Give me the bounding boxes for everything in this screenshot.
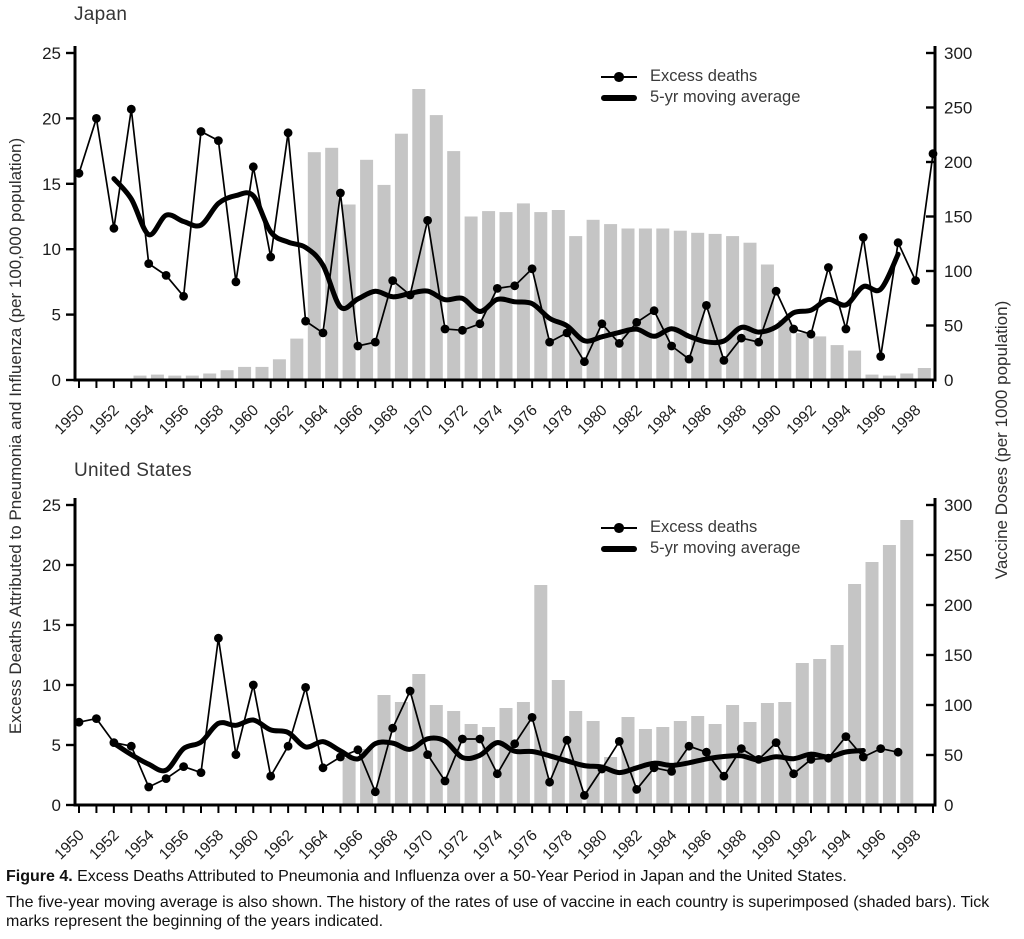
caption-line-1 — [6, 867, 1019, 887]
excess-point-1953 — [127, 742, 136, 751]
excess-point-1958 — [214, 136, 223, 145]
legend-row-moving-average — [601, 538, 800, 559]
excess-point-1968 — [388, 276, 397, 285]
excess-point-1956 — [179, 762, 188, 771]
excess-point-1971 — [441, 777, 450, 786]
excess-point-1962 — [284, 742, 293, 751]
excess-point-1994 — [842, 325, 851, 334]
year-label-1952: 1952 — [86, 401, 123, 439]
vaccine-bar-1992 — [813, 336, 826, 380]
year-label-1998: 1998 — [888, 401, 925, 439]
us-legend — [601, 517, 800, 559]
year-label-1962: 1962 — [260, 826, 297, 864]
vaccine-bar-1974 — [500, 212, 513, 380]
left-axis-value: 10 — [42, 240, 61, 260]
us-chart-title: United States — [74, 460, 192, 481]
excess-point-1999 — [929, 149, 938, 158]
excess-point-1959 — [232, 278, 241, 287]
year-label-1976: 1976 — [504, 826, 541, 864]
line-dot-marker-icon — [601, 521, 637, 535]
excess-point-1986 — [702, 748, 711, 757]
year-label-1978: 1978 — [539, 826, 576, 864]
excess-point-1985 — [685, 742, 694, 751]
excess-point-1964 — [319, 763, 328, 772]
excess-point-1967 — [371, 787, 380, 796]
excess-point-1995 — [859, 753, 868, 762]
excess-point-1996 — [876, 352, 885, 361]
excess-point-1961 — [266, 253, 275, 262]
left-axis-value: 25 — [42, 496, 61, 515]
vaccine-bar-1989 — [761, 265, 774, 381]
excess-point-1970 — [423, 750, 432, 759]
year-label-1956: 1956 — [156, 401, 193, 439]
excess-point-1998 — [911, 276, 920, 285]
excess-point-1988 — [737, 334, 746, 343]
year-label-1950: 1950 — [51, 401, 88, 439]
excess-point-1967 — [371, 338, 380, 347]
figure-caption — [6, 867, 1019, 932]
vaccine-bar-1996 — [883, 545, 896, 805]
vaccine-bar-1991 — [796, 333, 809, 380]
right-axis-value: 100 — [944, 262, 973, 281]
excess-point-1982 — [632, 318, 641, 327]
excess-point-1959 — [232, 750, 241, 759]
year-label-1986: 1986 — [678, 401, 716, 439]
vaccine-bar-1969 — [412, 89, 425, 380]
excess-point-1973 — [476, 319, 485, 328]
excess-point-1991 — [789, 325, 798, 334]
right-axis-value: 250 — [944, 546, 973, 565]
excess-point-1950 — [75, 718, 84, 727]
vaccine-bar-1980 — [604, 224, 617, 380]
year-label-1996: 1996 — [853, 401, 890, 439]
excess-point-1995 — [859, 233, 868, 242]
left-y-axis-label: Excess Deaths Attributed to Pneumonia and Influenza (per 100,000 population) — [6, 137, 25, 735]
line-dot-marker-icon — [601, 70, 637, 84]
vaccine-bar-1976 — [534, 585, 547, 805]
right-axis-value: 300 — [944, 496, 973, 515]
year-label-1958: 1958 — [190, 401, 228, 439]
year-label-1974: 1974 — [469, 401, 507, 439]
excess-point-1960 — [249, 681, 258, 690]
excess-point-1960 — [249, 162, 258, 171]
vaccine-bar-1984 — [674, 231, 687, 380]
excess-point-1962 — [284, 128, 293, 137]
year-label-1980: 1980 — [574, 401, 611, 439]
year-label-1976: 1976 — [504, 401, 541, 439]
vaccine-bar-1983 — [656, 229, 669, 381]
vaccine-bar-1986 — [709, 234, 722, 380]
year-label-1994: 1994 — [818, 826, 855, 864]
excess-point-1979 — [580, 357, 589, 366]
year-label-1994: 1994 — [818, 401, 855, 439]
excess-point-1963 — [301, 317, 310, 326]
year-label-1966: 1966 — [330, 826, 367, 864]
vaccine-bar-1977 — [552, 680, 565, 805]
vaccine-bar-1994 — [848, 584, 861, 805]
caption-figure-number: Figure 4. — [6, 868, 73, 885]
vaccine-bar-1968 — [395, 134, 408, 380]
legend-label-excess-deaths: Excess deaths — [650, 67, 758, 85]
excess-point-1965 — [336, 753, 345, 762]
vaccine-bar-1981 — [622, 229, 635, 381]
excess-point-1994 — [842, 732, 851, 741]
left-axis-value: 20 — [42, 109, 61, 129]
excess-point-1984 — [667, 342, 676, 351]
year-label-1954: 1954 — [121, 401, 158, 439]
legend-row-excess-deaths — [601, 517, 800, 538]
excess-point-1990 — [772, 287, 781, 296]
right-y-axis-label: Vaccine Doses (per 1000 population) — [992, 300, 1011, 580]
vaccine-bar-1962 — [290, 339, 303, 380]
vaccine-bar-1994 — [848, 351, 861, 380]
excess-point-1991 — [789, 769, 798, 778]
year-label-1966: 1966 — [330, 401, 367, 439]
excess-point-1966 — [354, 342, 363, 351]
excess-point-1973 — [476, 735, 485, 744]
excess-point-1955 — [162, 271, 171, 280]
year-label-1968: 1968 — [365, 401, 402, 439]
vaccine-bar-1963 — [308, 152, 321, 380]
year-label-1982: 1982 — [609, 401, 646, 439]
excess-point-1992 — [807, 330, 816, 339]
excess-point-1952 — [110, 224, 119, 233]
excess-point-1965 — [336, 189, 345, 198]
left-axis-value: 5 — [51, 736, 61, 755]
left-axis-value: 0 — [51, 371, 61, 390]
left-axis-value: 0 — [51, 796, 61, 815]
excess-point-1972 — [458, 735, 467, 744]
excess-point-1972 — [458, 326, 467, 335]
excess-point-1957 — [197, 127, 206, 136]
excess-point-1997 — [894, 748, 903, 757]
excess-point-1963 — [301, 683, 310, 692]
thick-line-marker-icon — [601, 542, 637, 556]
excess-point-1969 — [406, 291, 415, 300]
excess-point-1977 — [545, 338, 554, 347]
year-label-1968: 1968 — [365, 826, 402, 864]
japan-chart-title: Japan — [74, 4, 128, 25]
excess-point-1969 — [406, 687, 415, 696]
excess-point-1971 — [441, 325, 450, 334]
excess-point-1978 — [563, 329, 572, 338]
vaccine-bar-1982 — [639, 229, 652, 381]
excess-point-1951 — [92, 714, 101, 723]
excess-point-1982 — [632, 785, 641, 794]
vaccine-bar-1977 — [552, 210, 565, 380]
vaccine-bar-1993 — [831, 645, 844, 805]
year-label-1970: 1970 — [400, 401, 437, 439]
vaccine-bar-1995 — [866, 562, 879, 805]
excess-point-1976 — [528, 713, 537, 722]
right-axis-value: 300 — [944, 44, 973, 63]
vaccine-bar-1981 — [622, 717, 635, 805]
legend-label-excess-deaths: Excess deaths — [650, 518, 758, 536]
vaccine-bar-1997 — [900, 520, 913, 805]
year-label-1964: 1964 — [295, 826, 332, 864]
left-axis-value: 15 — [42, 174, 61, 194]
vaccine-bar-1960 — [256, 367, 269, 380]
left-axis-value: 25 — [42, 44, 61, 63]
excess-point-1978 — [563, 736, 572, 745]
caption-title: Excess Deaths Attributed to Pneumonia and Influenza over a 50-Year Period in Japan and the United States. — [72, 868, 847, 885]
excess-point-1981 — [615, 737, 624, 746]
legend-label-moving-average: 5-yr moving average — [650, 539, 801, 557]
excess-point-1964 — [319, 329, 328, 338]
vaccine-bar-1998 — [918, 368, 931, 380]
vaccine-bar-1992 — [813, 659, 826, 805]
left-axis-value: 5 — [51, 305, 61, 325]
excess-point-1975 — [510, 281, 519, 290]
vaccine-bar-1961 — [273, 359, 286, 380]
excess-point-1983 — [650, 763, 659, 772]
excess-point-1970 — [423, 216, 432, 225]
excess-point-1958 — [214, 634, 223, 643]
excess-point-1989 — [754, 338, 763, 347]
vaccine-bar-1993 — [831, 345, 844, 380]
excess-point-1985 — [685, 355, 694, 364]
vaccine-bar-1974 — [500, 708, 513, 805]
vaccine-bar-1975 — [517, 203, 530, 380]
right-axis-value: 100 — [944, 696, 973, 715]
excess-point-1951 — [92, 114, 101, 123]
year-label-1952: 1952 — [86, 826, 123, 864]
vaccine-bar-1967 — [378, 185, 391, 380]
year-label-1982: 1982 — [609, 826, 646, 864]
thick-line-marker-icon — [601, 91, 637, 105]
vaccine-bar-1979 — [587, 220, 600, 380]
vaccine-bar-1978 — [569, 711, 582, 805]
right-axis-value: 250 — [944, 98, 973, 118]
vaccine-bar-1971 — [447, 151, 460, 380]
excess-point-1953 — [127, 105, 136, 114]
year-label-1972: 1972 — [434, 826, 472, 864]
year-label-1986: 1986 — [678, 826, 716, 864]
excess-point-1993 — [824, 754, 833, 763]
excess-point-1984 — [667, 767, 676, 776]
year-label-1960: 1960 — [225, 401, 263, 439]
year-label-1984: 1984 — [644, 826, 681, 864]
left-axis-value: 10 — [42, 676, 61, 695]
right-axis-value: 200 — [944, 153, 973, 172]
year-label-1996: 1996 — [853, 826, 890, 864]
year-label-1960: 1960 — [225, 826, 263, 864]
year-label-1992: 1992 — [783, 826, 820, 864]
excess-point-1990 — [772, 738, 781, 747]
left-axis-value: 20 — [42, 556, 61, 575]
year-label-1972: 1972 — [434, 401, 472, 439]
excess-point-1954 — [144, 259, 153, 268]
vaccine-bar-1990 — [778, 702, 791, 805]
right-axis-value: 0 — [944, 371, 954, 390]
excess-point-1955 — [162, 774, 171, 783]
right-axis-value: 50 — [944, 746, 963, 765]
year-label-1984: 1984 — [644, 401, 681, 439]
year-label-1990: 1990 — [748, 401, 785, 439]
excess-point-1997 — [894, 238, 903, 247]
vaccine-bar-1989 — [761, 703, 774, 805]
united-states-chart — [42, 496, 972, 863]
year-label-1970: 1970 — [400, 826, 437, 864]
excess-point-1966 — [354, 745, 363, 754]
excess-point-1974 — [493, 769, 502, 778]
excess-point-1980 — [598, 765, 607, 774]
excess-point-1975 — [510, 739, 519, 748]
japan-legend — [601, 66, 800, 108]
year-label-1988: 1988 — [713, 401, 751, 439]
excess-point-1956 — [179, 292, 188, 301]
year-label-1962: 1962 — [260, 401, 297, 439]
excess-point-1974 — [493, 284, 502, 293]
excess-point-1987 — [720, 356, 729, 365]
excess-point-1979 — [580, 791, 589, 800]
year-label-1990: 1990 — [748, 826, 785, 864]
excess-point-1988 — [737, 744, 746, 753]
excess-point-1996 — [876, 744, 885, 753]
right-axis-value: 150 — [944, 646, 973, 665]
vaccine-bar-1988 — [744, 722, 757, 805]
vaccine-bar-1979 — [587, 721, 600, 805]
year-label-1992: 1992 — [783, 401, 820, 439]
vaccine-bar-1978 — [569, 236, 582, 380]
vaccine-bar-1980 — [604, 757, 617, 805]
year-label-1956: 1956 — [156, 826, 193, 864]
vaccine-bar-1967 — [378, 695, 391, 805]
excess-point-1950 — [75, 169, 84, 178]
excess-point-1976 — [528, 264, 537, 273]
excess-point-1961 — [266, 772, 275, 781]
vaccine-bar-1959 — [238, 367, 251, 380]
excess-point-1987 — [720, 772, 729, 781]
year-label-1964: 1964 — [295, 401, 332, 439]
excess-point-1986 — [702, 301, 711, 310]
excess-point-1954 — [144, 783, 153, 792]
caption-body: The five-year moving average is also shown. The history of the rates of use of vaccine in each country is superimposed (shaded bars). Tick marks represent the beginning of the years indicated. — [6, 893, 990, 930]
vaccine-bar-1976 — [534, 212, 547, 380]
year-label-1954: 1954 — [121, 826, 158, 864]
year-label-1958: 1958 — [190, 826, 228, 864]
excess-point-1993 — [824, 263, 833, 272]
excess-point-1981 — [615, 339, 624, 348]
year-label-1950: 1950 — [51, 826, 88, 864]
right-axis-value: 200 — [944, 596, 973, 615]
excess-point-1980 — [598, 319, 607, 328]
year-label-1980: 1980 — [574, 826, 611, 864]
right-axis-value: 150 — [944, 207, 973, 227]
legend-row-excess-deaths — [601, 66, 800, 87]
vaccine-bar-1965 — [343, 758, 356, 805]
right-axis-value: 0 — [944, 796, 954, 815]
excess-point-1952 — [110, 738, 119, 747]
japan-chart — [42, 44, 972, 438]
vaccine-bar-1988 — [744, 243, 757, 380]
legend-label-moving-average: 5-yr moving average — [650, 88, 801, 106]
excess-point-1957 — [197, 768, 206, 777]
vaccine-bar-1991 — [796, 663, 809, 805]
right-axis-value: 50 — [944, 316, 963, 336]
excess-point-1983 — [650, 306, 659, 315]
year-label-1974: 1974 — [469, 826, 507, 864]
year-label-1978: 1978 — [539, 401, 576, 439]
legend-row-moving-average — [601, 87, 800, 108]
vaccine-bar-1972 — [465, 724, 478, 805]
excess-point-1968 — [388, 724, 397, 733]
year-label-1988: 1988 — [713, 826, 751, 864]
year-label-1998: 1998 — [888, 826, 925, 864]
left-axis-value: 15 — [42, 616, 61, 635]
excess-point-1977 — [545, 778, 554, 787]
vaccine-bar-1987 — [726, 236, 739, 380]
excess-point-1989 — [754, 755, 763, 764]
excess-point-1992 — [807, 755, 816, 764]
